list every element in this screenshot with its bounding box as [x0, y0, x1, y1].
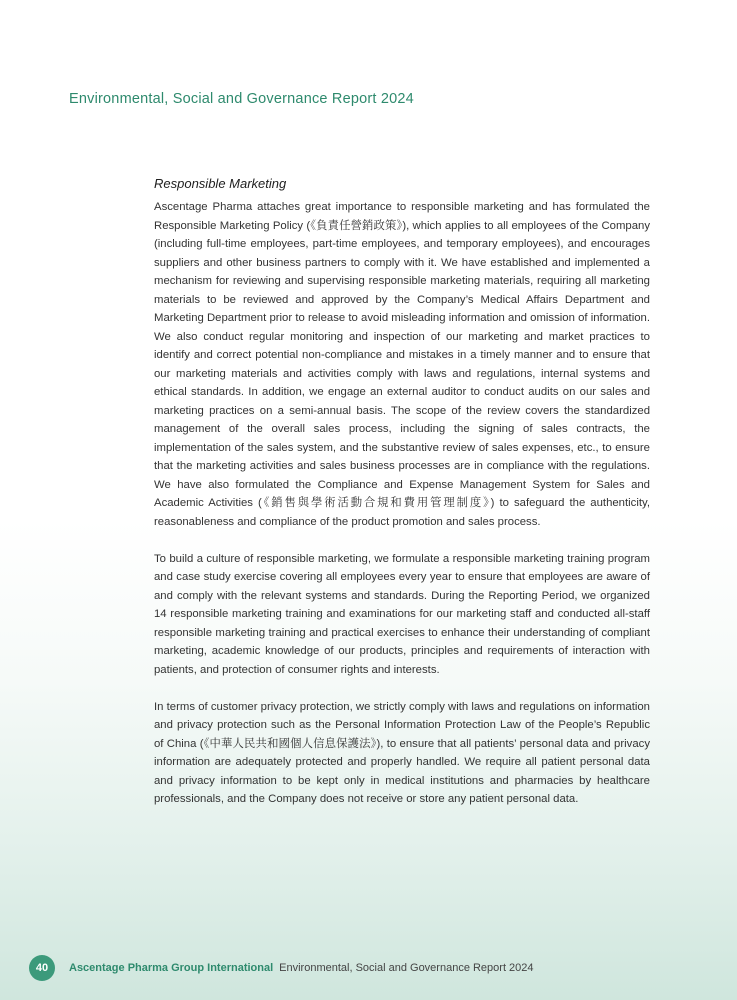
paragraph-privacy-protection: In terms of customer privacy protection, we strictly comply with laws and regulations on information and privacy protection such as the Personal Information Protection Law of the People’s Republic of China (《中華人民共和國個人信息保護法》), to ensure that all patients’ personal data and privacy information are adequately protected and properly handled. We require all patient personal data and privacy information to be kept only in medical institutions and pharmacies by healthcare professionals, and the Company does not receive or store any patient personal data. — [154, 700, 650, 805]
page-footer — [29, 955, 534, 981]
paragraph-marketing-training: To build a culture of responsible marketing, we formulate a responsible marketing training program and case study exercise covering all employees every year to ensure that employees are aware of and comply with the relevant systems and standards. During the Reporting Period, we organized 14 responsible marketing training and examinations for our marketing staff and conducted all-staff responsible marketing training and practical exercises to enhance their understanding of compliant marketing, academic knowledge of our products, principles and requirements of interaction with patients, and protection of consumer rights and interests. — [154, 552, 650, 676]
footer-report-title: Environmental, Social and Governance Report 2024 — [279, 962, 534, 974]
footer-company-name: Ascentage Pharma Group International — [69, 962, 274, 974]
section-heading: Responsible Marketing — [154, 176, 287, 191]
main-content — [154, 175, 650, 827]
report-header-title: Environmental, Social and Governance Report 2024 — [69, 91, 414, 107]
page-number-badge: 40 — [29, 955, 55, 981]
paragraph-responsible-marketing-policy: Ascentage Pharma attaches great importance to responsible marketing and has formulated the Responsible Marketing Policy (《負責任營銷政策》), which applies to all employees of the Company (including full-time employees, part-time employees, and temporary employees), and encourages suppliers and other business partners to comply with it. We have established and implemented a mechanism for reviewing and supervising responsible marketing materials, requiring all marketing materials to be reviewed and approved by the Company’s Medical Affairs Department and Marketing Department prior to release to avoid misleading information and omission of information. We also conduct regular monitoring and inspection of our marketing and market practices to identify and correct potential non-compliance and mistakes in a timely manner and to ensure that our marketing materials and activities comply with laws and regulations, internal systems and ethical standards. In addition, we engage an external auditor to conduct audits on our sales and marketing practices on a semi-annual basis. The scope of the review covers the standardized management of the overall sales process, including the signing of sales contracts, the implementation of the sales system, and the substantive review of sales expenses, etc., to ensure that the marketing activities and sales business processes are in compliance with the regulations. We have also formulated the Compliance and Expense Management System for Sales and Academic Activities (《銷售與學術活動合規和費用管理制度》) to safeguard the authenticity, reasonableness and compliance of the product promotion and sales process. — [154, 201, 650, 528]
